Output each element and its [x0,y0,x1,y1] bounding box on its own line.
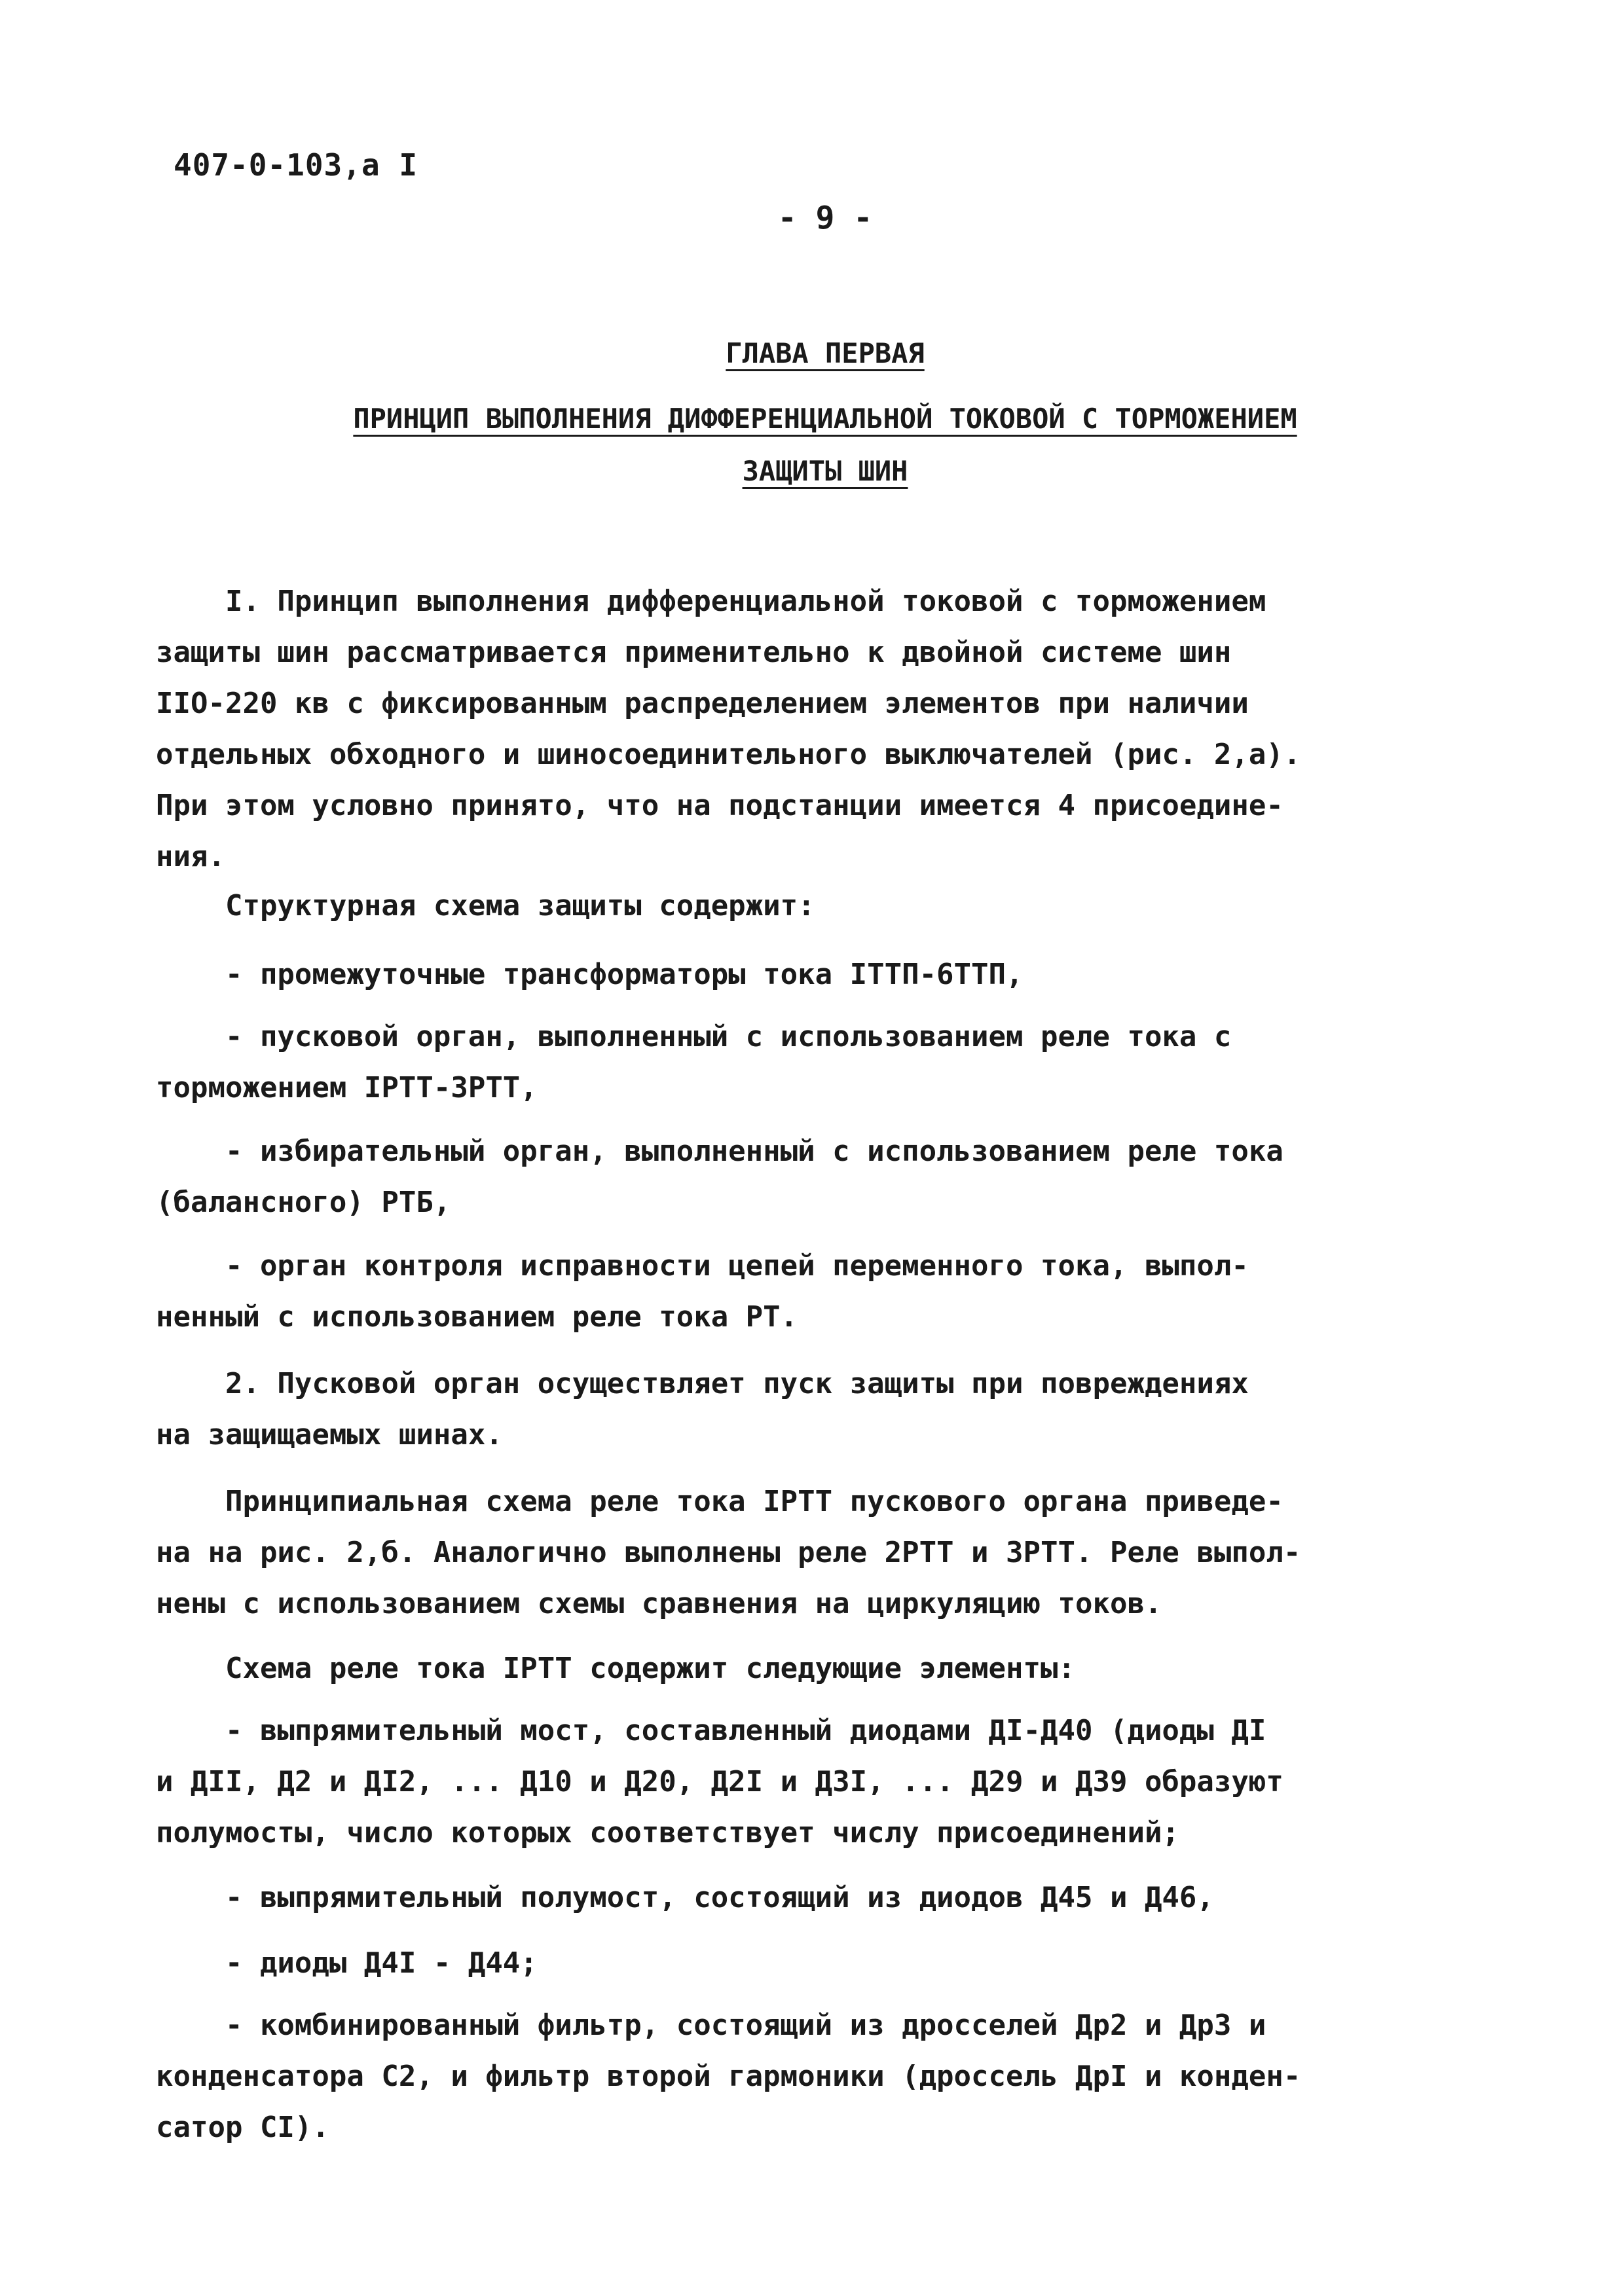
list-item-filter: - комбинированный фильтр, состоящий из дросселей Др2 и Др3 и конденсатора С2, и фильтр второй гармоники (дроссель ДрI и конден- сатор СI). [156,2009,1301,2144]
list-item-diodes: - диоды Д4I - Д44; [156,1946,538,1980]
list-item-rectifier-bridge: - выпрямительный мост, составленный диодами ДI-Д40 (диоды ДI и ДII, Д2 и ДI2, ... Д10 и Д20, Д2I и Д3I, ... Д29 и Д39 образуют полумосты, число которых соответствует числу присоединений; [156,1714,1283,1850]
page-number: - 9 - [777,200,873,236]
list-item-intermediate-transformers: - промежуточные трансформаторы тока IТТП-6ТТП, [156,958,1024,991]
paragraph-elements-intro: Схема реле тока IРТТ содержит следующие элементы: [156,1652,1075,1685]
paragraph-schematic: Принципиальная схема реле тока IРТТ пускового органа приведе- на на рис. 2,б. Аналогично выполнены реле 2РТТ и 3РТТ. Реле выпол- нены с использованием схемы сравнения на циркуляцию токов. [156,1485,1301,1620]
paragraph-2: 2. Пусковой орган осуществляет пуск защиты при повреждениях на защищаемых шинах. [156,1367,1249,1451]
paragraph-1: I. Принцип выполнения дифференциальной токовой с торможением защиты шин рассматривается применительно к двойной системе шин IIO-220 кв с фиксированным распределением элементов при наличии отдельных обходного и шиносоединительного выключателей (рис. 2,а). При этом условно принято, что на подстанции имеется 4 присоедине- ния. [156,585,1301,873]
chapter-title-line-2: ЗАЩИТЫ ШИН [742,455,908,487]
document-code: 407-0-103,а I [174,147,418,183]
list-item-rectifier-half-bridge: - выпрямительный полумост, состоящий из диодов Д45 и Д46, [156,1881,1214,1914]
list-item-starting-organ: - пусковой орган, выполненный с использованием реле тока с торможением IРТТ-3РТТ, [156,1020,1232,1104]
chapter-label: ГЛАВА ПЕРВАЯ [726,337,925,369]
paragraph-structure-intro: Структурная схема защиты содержит: [156,889,815,922]
chapter-title-line-1: ПРИНЦИП ВЫПОЛНЕНИЯ ДИФФЕРЕНЦИАЛЬНОЙ ТОКОВОЙ С ТОРМОЖЕНИЕМ [353,403,1297,435]
list-item-selective-organ: - избирательный орган, выполненный с использованием реле тока (балансного) РТБ, [156,1135,1283,1219]
list-item-control-organ: - орган контроля исправности цепей переменного тока, выпол- ненный с использованием реле тока РТ. [156,1249,1249,1334]
